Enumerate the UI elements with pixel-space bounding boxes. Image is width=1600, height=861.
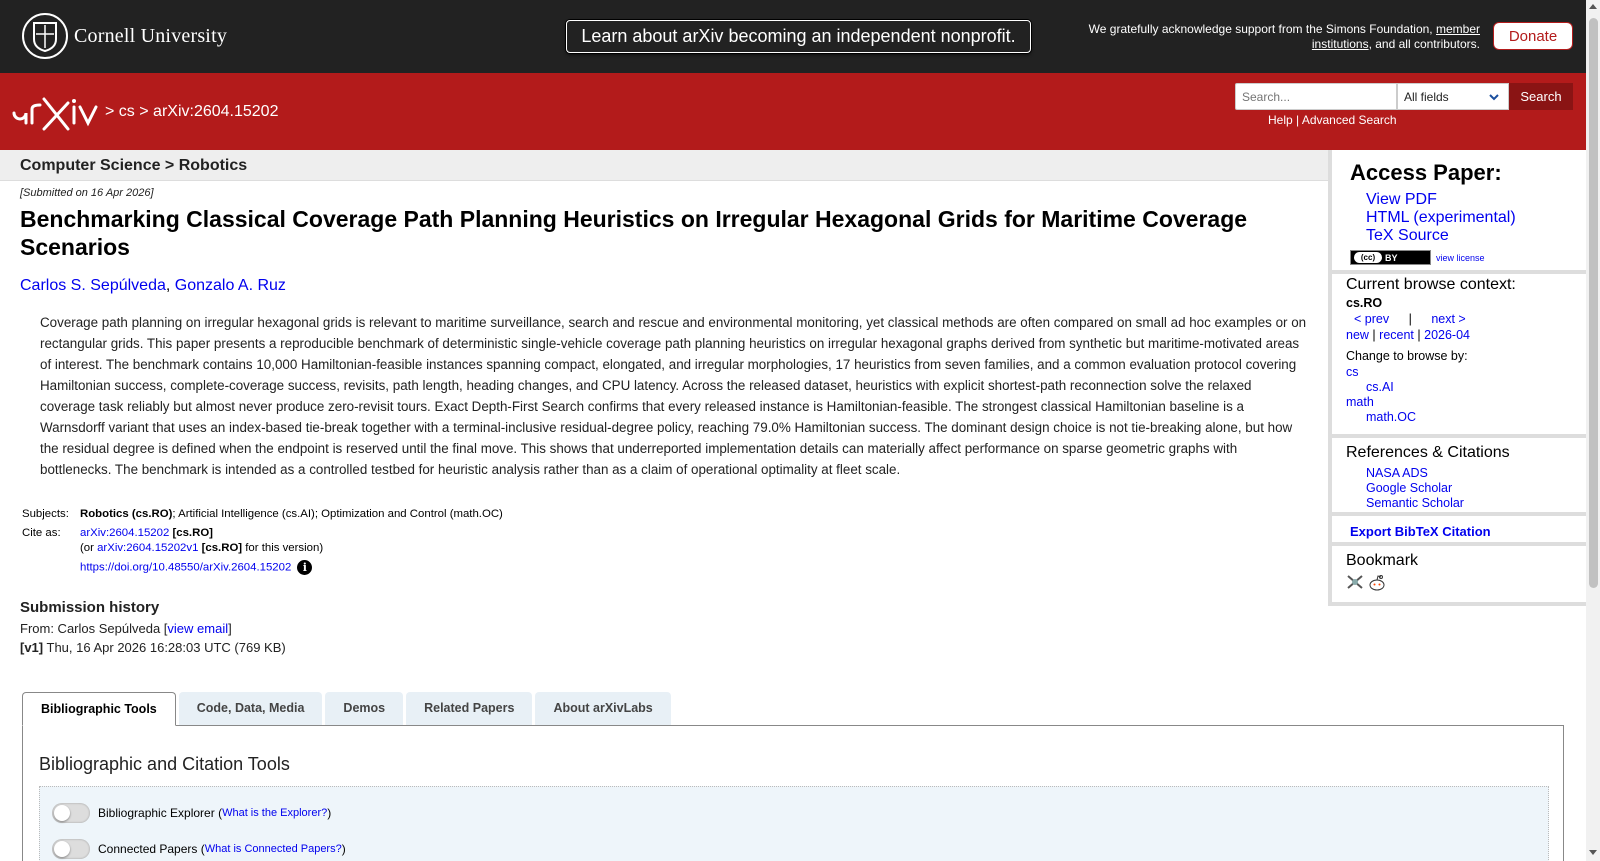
submission-version (20, 640, 286, 655)
export-bibtex-link[interactable]: Export BibTeX Citation (1350, 524, 1491, 539)
author-separator: , (165, 277, 175, 294)
paper-authors (20, 277, 286, 295)
search-field-value: All fields (1404, 90, 1449, 104)
advanced-search-link[interactable]: Advanced Search (1301, 113, 1397, 127)
recent-link[interactable]: recent (1379, 328, 1414, 342)
support-suffix: , and all contributors. (1368, 37, 1480, 51)
breadcrumb-cs[interactable]: cs (118, 103, 135, 120)
tab-bibliographic-tools[interactable]: Bibliographic Tools (22, 692, 176, 726)
paren: ( (200, 842, 205, 856)
cc-badge-text: BY (1385, 252, 1398, 263)
references-citations (1346, 444, 1586, 511)
prev-link[interactable]: < prev (1354, 312, 1390, 326)
google-scholar-link[interactable]: Google Scholar (1366, 481, 1453, 495)
breadcrumb (105, 103, 278, 121)
cite-version-link[interactable]: arXiv:2604.15202v1 (97, 542, 199, 554)
chevron-down-icon (1488, 91, 1500, 103)
tab-related-papers[interactable]: Related Papers (406, 692, 532, 725)
panel-heading: Bibliographic and Citation Tools (39, 754, 290, 774)
browse-context-heading: Current browse context: (1346, 276, 1516, 293)
connected-papers-row (52, 839, 346, 859)
reddit-icon[interactable] (1368, 574, 1386, 592)
primary-subject: Robotics (cs.RO) (80, 508, 173, 520)
breadcrumb-paper-id: arXiv:2604.15202 (153, 103, 279, 120)
arxiv-logo-icon[interactable] (10, 93, 102, 133)
secondary-subjects: ; Artificial Intelligence (cs.AI); Optimization and Control (math.OC) (172, 508, 503, 520)
scrollbar-thumb[interactable] (1589, 18, 1598, 588)
browse-cs-link[interactable]: cs (1346, 365, 1359, 379)
browse-math-link[interactable]: math (1346, 395, 1374, 409)
nav-separator: | (1372, 328, 1376, 342)
cite-version-suffix: for this version) (242, 542, 324, 554)
cite-or: (or (80, 542, 98, 554)
paren: ( (218, 806, 223, 820)
arxiv-header (0, 73, 1586, 150)
search-input[interactable] (1235, 83, 1397, 110)
cc-mark: (cc) (1354, 252, 1382, 263)
bookmark-section (1346, 552, 1418, 592)
cite-id-link[interactable]: arXiv:2604.15202 (80, 527, 170, 539)
references-heading: References & Citations (1346, 444, 1510, 461)
cite-value (78, 524, 505, 578)
version-label: [v1] (20, 640, 44, 655)
view-license-link[interactable]: view license (1436, 252, 1485, 263)
cite-label: Cite as: (22, 527, 61, 539)
subject-header-title: Computer Science > Robotics (20, 157, 248, 174)
cc-by-icon[interactable] (1350, 250, 1431, 265)
tab-code-data-media[interactable]: Code, Data, Media (179, 692, 323, 725)
paren: ) (341, 842, 346, 856)
cornell-name: Cornell University (74, 24, 228, 47)
scroll-up-icon[interactable] (1589, 4, 1597, 9)
explorer-help-link[interactable]: What is the Explorer? (222, 807, 328, 819)
author-link[interactable]: Gonzalo A. Ruz (174, 277, 286, 294)
bookmark-heading: Bookmark (1346, 552, 1419, 569)
link-separator: | (1296, 113, 1300, 127)
connected-papers-toggle[interactable] (52, 839, 90, 859)
tex-source-link[interactable]: TeX Source (1366, 227, 1449, 244)
browse-context-value: cs.RO (1346, 296, 1383, 310)
subjects-value (78, 505, 505, 524)
subjects-label: Subjects: (22, 508, 69, 520)
from-suffix: ] (228, 621, 232, 636)
browse-cs-ai-link[interactable]: cs.AI (1366, 380, 1394, 394)
donate-button[interactable]: Donate (1493, 22, 1573, 50)
nonprofit-announcement-link[interactable]: Learn about arXiv becoming an independent nonprofit. (566, 20, 1031, 53)
breadcrumb-separator: > (139, 103, 149, 120)
browse-math-oc-link[interactable]: math.OC (1366, 410, 1417, 424)
from-text: From: Carlos Sepúlveda [ (20, 621, 168, 636)
info-icon[interactable]: i (297, 560, 312, 575)
subject-header (0, 150, 1328, 181)
cite-category: [cs.RO] (169, 527, 213, 539)
extra-services-sidebar (1328, 150, 1586, 606)
nav-separator: | (1417, 328, 1421, 342)
labs-tabs (22, 692, 674, 726)
top-banner (0, 0, 1586, 73)
month-link[interactable]: 2026-04 (1424, 328, 1470, 342)
paren: ) (327, 806, 332, 820)
access-paper-heading: Access Paper: (1350, 160, 1502, 185)
submission-from (20, 621, 232, 636)
cornell-seal-icon (22, 13, 68, 59)
tab-demos[interactable]: Demos (325, 692, 403, 725)
support-text: We gratefully acknowledge support from the Simons Foundation, (1088, 22, 1433, 36)
connected-papers-help-link[interactable]: What is Connected Papers? (204, 843, 342, 855)
member-institutions-link[interactable]: member institutions (1311, 22, 1480, 51)
semantic-scholar-link[interactable]: Semantic Scholar (1366, 496, 1464, 510)
help-link[interactable]: Help (1268, 113, 1293, 127)
search-button[interactable]: Search (1509, 83, 1573, 110)
version-detail: Thu, 16 Apr 2026 16:28:03 UTC (769 KB) (43, 640, 286, 655)
view-pdf-link[interactable]: View PDF (1366, 191, 1437, 208)
tab-about-arxivlabs[interactable]: About arXivLabs (535, 692, 670, 725)
tab-panel (22, 725, 1564, 861)
nav-separator: | (1408, 312, 1412, 326)
connected-papers-label: Connected Papers (98, 842, 198, 856)
cornell-logo-link[interactable] (22, 13, 227, 59)
breadcrumb-separator: > (105, 103, 115, 120)
access-paper-links (1366, 191, 1516, 245)
paper-title: Benchmarking Classical Coverage Path Planning Heuristics on Irregular Hexagonal Grids for Maritime Coverage Scenarios (20, 206, 1248, 260)
submission-date: [Submitted on 16 Apr 2026] (20, 187, 154, 199)
doi-link[interactable]: https://doi.org/10.48550/arXiv.2604.15202 (80, 561, 292, 574)
search-links (1268, 113, 1397, 127)
html-experimental-link[interactable]: HTML (experimental) (1366, 209, 1516, 226)
nasa-ads-link[interactable]: NASA ADS (1366, 466, 1428, 480)
change-browse-label: Change to browse by: (1346, 349, 1468, 363)
cite-category: [cs.RO] (198, 542, 243, 554)
search-field-select[interactable] (1397, 83, 1509, 110)
next-link[interactable]: next > (1431, 312, 1466, 326)
explorer-label: Bibliographic Explorer (98, 806, 215, 820)
view-email-link[interactable]: view email (167, 621, 229, 636)
bibsonomy-icon[interactable] (1346, 574, 1364, 590)
scroll-down-icon[interactable] (1589, 850, 1597, 855)
page-scrollbar[interactable] (1586, 0, 1600, 861)
paper-metadata (20, 505, 505, 578)
new-link[interactable]: new (1346, 328, 1369, 342)
submission-history-heading: Submission history (20, 599, 160, 616)
author-link[interactable]: Carlos S. Sepúlveda (20, 277, 166, 294)
paper-abstract: Coverage path planning on irregular hexagonal grids is relevant to maritime surveillance, search and rescue and environmental monitoring, yet classical methods are often compared on small ad hoc examples or on rectangular grids. This paper presents a reproducible benchmark of deterministic single-vehicle coverage path planning heuristics on irregular hexagonal graphs derived from synthetic but maritime-motivated areas of interest. The benchmark contains 10,000 Hamiltonian-feasible instances spanning compact, elongated, and irregular morphologies, 17 heuristics from seven families, and a common evaluation protocol covering Hamiltonian success, complete-coverage success, revisits, path length, heading changes, and CPU latency. Across the released dataset, heuristics with explicit shortest-path reconnection solve the relaxed coverage task reliably but almost never produce zero-revisit tours. Exact Depth-First Search confirms that every released instance is Hamiltonian-feasible. The strongest classical Hamiltonian baseline is a Warnsdorff variant that uses an index-based tie-break together with a terminal-inclusive residual-degree policy, reaching 79.0% Hamiltonian success. The dominant design choice is not tie-breaking alone, but how the residual degree is defined when the endpoint is reserved until the final move. This shows that underreported implementation details can materially affect performance on sparse geometric graphs with bottlenecks. The benchmark is intended as a controlled testbed for heuristic analysis rather than as a claim of operational optimality at fleet scale. (40, 315, 1307, 477)
license (1350, 250, 1485, 265)
support-acknowledgement (1070, 22, 1480, 52)
browse-context (1346, 276, 1586, 425)
toolbox (39, 786, 1549, 861)
explorer-row (52, 803, 331, 823)
explorer-toggle[interactable] (52, 803, 90, 823)
